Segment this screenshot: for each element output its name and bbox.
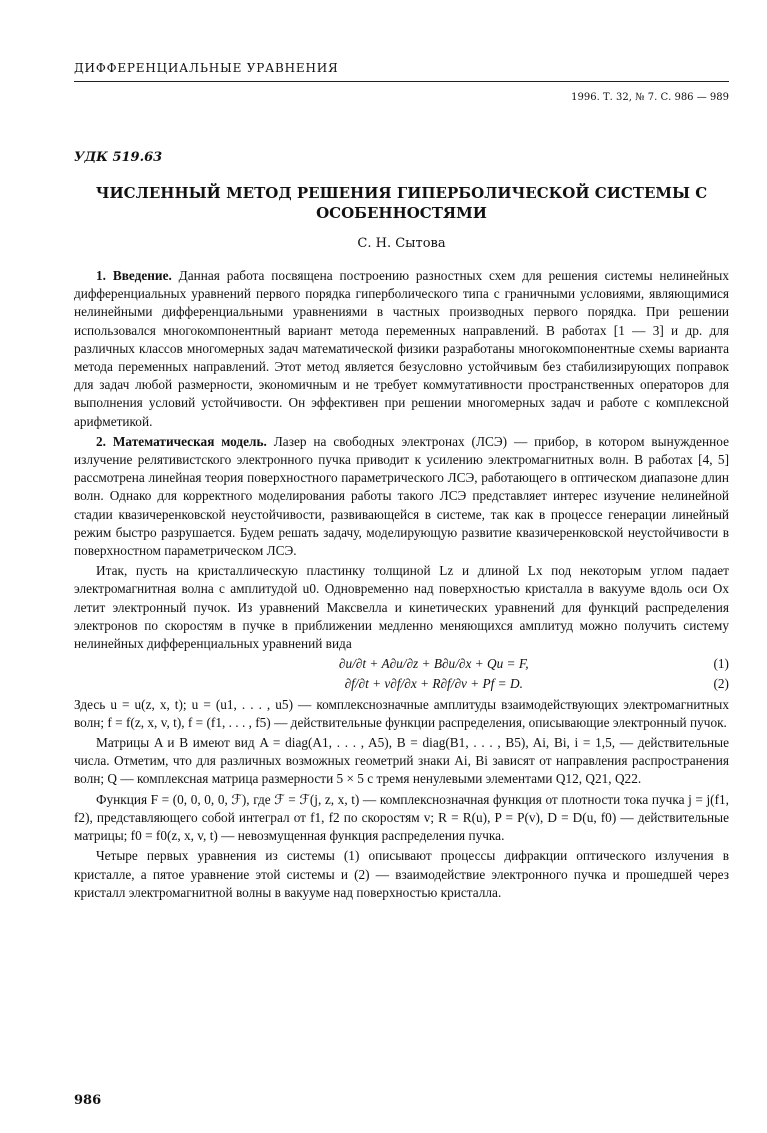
model-paragraph-2: Итак, пусть на кристаллическую пластинку толщиной Lz и длиной Lx под некоторым углом падает электромагнитная волна с амплитудой u0. Одновременно над поверхностью кристалла в вакууме вдоль оси Ox летит электронный пучок. Из уравнений Максвелла и кинетических уравнений для функций распределения электронов по скоростям в пучке в приближении медленно меняющихся амплитуд можно получить систему нелинейных дифференциальных уравнений вида	[74, 563, 729, 652]
model-paragraph-6: Четыре первых уравнения из системы (1) описывают процессы дифракции оптического излучения в кристалле, а пятое уравнение этой системы и (2) — взаимодействие электронного пучка и прошедшей через кристалл электромагнитной волны в вакууме над поверхностью кристалла.	[74, 848, 729, 900]
equation-2-body: ∂f/∂t + v∂f/∂x + R∂f/∂v + Pf = D.	[344, 676, 523, 692]
model-text-1: Лазер на свободных электронах (ЛСЭ) — прибор, в котором вынужденное излучение релятивистского электронного пучка приводит к усилению электромагнитных волн. В работах [4, 5] рассмотрена линейная теория поверхностного параметрического ЛСЭ, работающего в оптическом диапазоне длин волн. Однако для корректного моделирования работы такого ЛСЭ представляет интерес изучение нелинейной стадии квазичеренковской неустойчивости, развивающейся в системе, так как в процессе генерации линейный режим быстро разрушается. Будем решать задачу, моделирующую развитие квазичеренковской неустойчивости в поверхностном параметрическом ЛСЭ.	[74, 433, 730, 559]
equation-2	[74, 675, 729, 693]
udk-code: УДК 519.63	[74, 150, 163, 165]
citation: 1996. Т. 32, № 7. С. 986 — 989	[571, 92, 729, 103]
article-body	[74, 267, 729, 902]
model-paragraph-3: Здесь u = u(z, x, t); u = (u1, . . . , u5) — комплекснозначные амплитуды взаимодействующих электромагнитных волн; f = f(z, x, v, t), f = (f1, . . . , f5) — действительные функции распределения, описывающие электронный пучок.	[74, 696, 729, 730]
section-heading-intro: 1. Введение.	[96, 268, 172, 283]
page-number: 986	[74, 1093, 102, 1108]
model-paragraph-5: Функция F = (0, 0, 0, 0, ℱ), где ℱ = ℱ(j, z, x, t) — комплекснозначная функция от плотности тока пучка j = j(f1, f2), представляющего собой интеграл от f1, f2 по скоростям v; R = R(u), P = P(v), D = D(u, f0) — действительные матрицы; f0 = f0(z, x, v, t) — невозмущенная функция распределения пучка.	[74, 791, 729, 844]
equation-1-number: (1)	[713, 656, 729, 672]
header-rule	[74, 81, 729, 82]
model-paragraph-4: Матрицы A и B имеют вид A = diag(A1, . . . , A5), B = diag(B1, . . . , B5), Ai, Bi, i = 1,5, — действительные числа. Отметим, что для различных возможных геометрий знаки Ai, Bi зависят от направления распространения волн; Q — комплексная матрица размерности 5 × 5 с тремя ненулевыми элементами Q12, Q21, Q22.	[74, 735, 729, 787]
intro-text: Данная работа посвящена построению разностных схем для решения системы нелинейных дифференциальных уравнений первого порядка гиперболического типа с граничными условиями, являющимися нелинейными дифференциальными уравнениями в частных производных первого порядка. При решении использовался многокомпонентный вариант метода переменных направлений. В работах [1 — 3] и др. для различных классов многомерных задач математической физики разработаны многокомпонентные схемы варианта метода переменных направлений. Этот метод является безусловно устойчивым без стабилизирующих поправок для задач любой размерности, экономичным и не требует коммутативности пространственных операторов для выполнения условий устойчивости. Он эффективен при решении многомерных задач и работе с комплексной арифметикой.	[74, 268, 730, 429]
article-title: ЧИСЛЕННЫЙ МЕТОД РЕШЕНИЯ ГИПЕРБОЛИЧЕСКОЙ СИСТЕМЫ С ОСОБЕННОСТЯМИ	[95, 184, 708, 222]
author: С. Н. Сытова	[357, 236, 446, 251]
intro-paragraph	[74, 267, 729, 431]
equation-1-body: ∂u/∂t + A∂u/∂z + B∂u/∂x + Qu = F,	[338, 656, 529, 672]
equation-1	[74, 655, 729, 673]
model-paragraph-1	[74, 433, 729, 560]
equation-2-number: (2)	[713, 676, 729, 692]
journal-header: ДИФФЕРЕНЦИАЛЬНЫЕ УРАВНЕНИЯ	[74, 61, 339, 75]
section-heading-model: 2. Математическая модель.	[96, 433, 267, 449]
